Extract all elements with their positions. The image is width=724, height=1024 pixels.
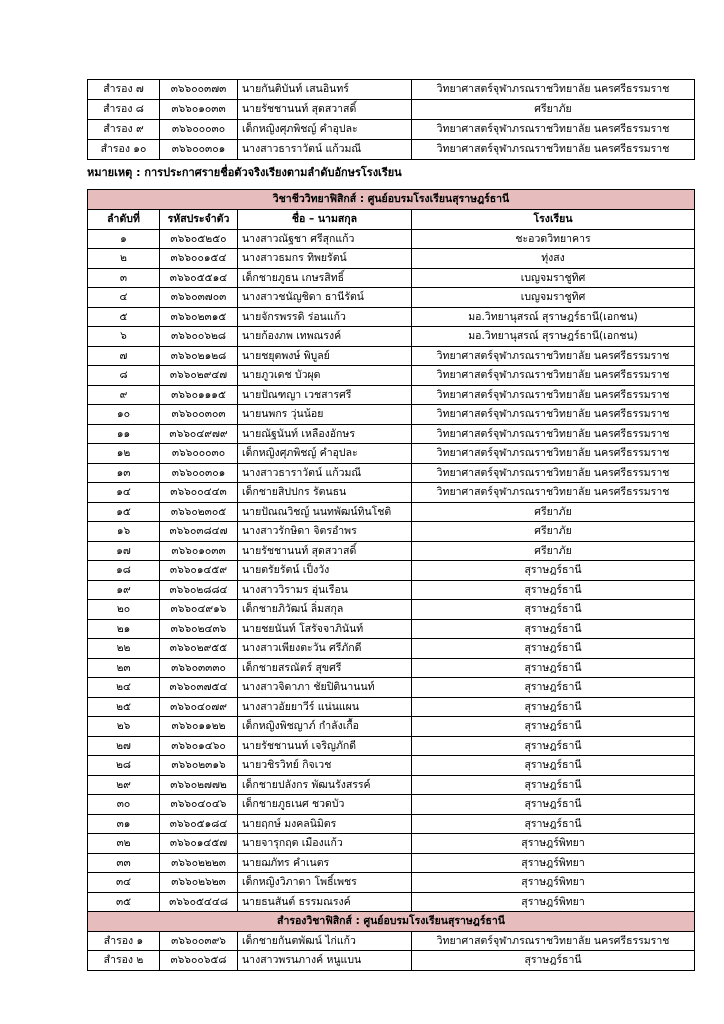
cell-school: สุราษฎร์ธานี (412, 736, 695, 756)
table-row (88, 834, 695, 854)
physics-results-table (87, 189, 695, 971)
cell-name: เด็กชายสิปปกร รัตนธน (238, 483, 412, 503)
cell-no: ๙ (88, 385, 160, 405)
cell-code: ๓๖๖๐๔๙๑๖ (160, 600, 238, 620)
cell-no: ๒๒ (88, 639, 160, 659)
cell-name: เด็กชายปลังกร พัฒนรังสรรค์ (238, 775, 412, 795)
cell-code: ๓๖๖๐๒๖๒๓ (160, 873, 238, 893)
table-row (88, 853, 695, 873)
reserve-title-row (88, 912, 695, 932)
table-row (88, 385, 695, 405)
cell-name: นายณัฐนันท์ เหลืองอักษร (238, 424, 412, 444)
cell-name: นางสาวณัฐชา ศรีสุกแก้ว (238, 229, 412, 249)
table-row (88, 140, 695, 160)
table-row (88, 600, 695, 620)
cell-no: ๑ (88, 229, 160, 249)
table-row (88, 814, 695, 834)
cell-code: ๓๖๖๐๔๐๗๙ (160, 697, 238, 717)
cell-no: สำรอง ๗ (88, 80, 160, 100)
cell-code: ๓๖๖๐๒๒๒๓ (160, 853, 238, 873)
header-school: โรงเรียน (412, 209, 695, 229)
cell-name: นายวชิรวิทย์ กิจเวช (238, 756, 412, 776)
header-row (88, 209, 695, 229)
note-text: หมายเหตุ : การประกาศรายชื่อตัวจริงเรียงตามลำดับอักษรโรงเรียน (87, 166, 402, 179)
cell-no: ๑๘ (88, 561, 160, 581)
cell-no: ๓๒ (88, 834, 160, 854)
cell-school: วิทยาศาสตร์จุฬาภรณราชวิทยาลัย นครศรีธรรมราช (412, 931, 695, 951)
cell-no: ๗ (88, 346, 160, 366)
cell-name: นางสาวธาราวัตน์ แก้วมณี (238, 140, 412, 160)
cell-no: ๑๑ (88, 424, 160, 444)
cell-school: วิทยาศาสตร์จุฬาภรณราชวิทยาลัย นครศรีธรรมราช (412, 140, 695, 160)
table-row (88, 775, 695, 795)
cell-school: สุราษฎร์ธานี (412, 795, 695, 815)
cell-school: วิทยาศาสตร์จุฬาภรณราชวิทยาลัย นครศรีธรรมราช (412, 463, 695, 483)
cell-name: เด็กหญิงศุภพิชญ์ คำอุปละ (238, 444, 412, 464)
top-reserve-body (88, 80, 695, 160)
table-row (88, 229, 695, 249)
cell-school: สุราษฎร์ธานี (412, 697, 695, 717)
table-row (88, 366, 695, 386)
cell-name: นายนพกร วุ่นน้อย (238, 405, 412, 425)
table-row (88, 522, 695, 542)
cell-no: ๒๕ (88, 697, 160, 717)
table-row (88, 736, 695, 756)
cell-code: ๓๖๖๐๒๓๑๖ (160, 756, 238, 776)
cell-no: ๒๖ (88, 717, 160, 737)
table-row (88, 541, 695, 561)
table-row (88, 795, 695, 815)
cell-code: ๓๖๖๐๐๓๗๓ (160, 80, 238, 100)
cell-code: ๓๖๖๐๒๙๕๕ (160, 639, 238, 659)
cell-name: นางสาวพรนภางค์ หนูแบน (238, 951, 412, 971)
cell-school: สุราษฎร์ธานี (412, 561, 695, 581)
cell-school: สุราษฎร์พิทยา (412, 853, 695, 873)
cell-school: สุราษฎร์ธานี (412, 580, 695, 600)
cell-no: ๑๙ (88, 580, 160, 600)
cell-no: สำรอง ๑๐ (88, 140, 160, 160)
header-no: ลำดับที่ (88, 209, 160, 229)
table-row (88, 483, 695, 503)
cell-no: ๓๐ (88, 795, 160, 815)
cell-school: ชะอวดวิทยาคาร (412, 229, 695, 249)
table-row (88, 424, 695, 444)
cell-school: วิทยาศาสตร์จุฬาภรณราชวิทยาลัย นครศรีธรรมราช (412, 346, 695, 366)
cell-code: ๓๖๖๐๑๑๑๕ (160, 385, 238, 405)
cell-name: เด็กหญิงพิชญาภ์ กำลังเกื้อ (238, 717, 412, 737)
table-row (88, 561, 695, 581)
cell-no: ๓๑ (88, 814, 160, 834)
table-row (88, 756, 695, 776)
results-body (88, 229, 695, 912)
table-row (88, 951, 695, 971)
cell-code: ๓๖๖๐๐๓๐๓ (160, 405, 238, 425)
cell-code: ๓๖๖๐๕๑๘๔ (160, 814, 238, 834)
header-name: ชื่อ – นามสกุล (238, 209, 412, 229)
table-row (88, 619, 695, 639)
cell-name: นางสาวรักษิดา จิตรอำพร (238, 522, 412, 542)
cell-no: ๑๓ (88, 463, 160, 483)
cell-school: สุราษฎร์พิทยา (412, 873, 695, 893)
cell-name: นางสาวอัยยาวีร์ แน่นแผน (238, 697, 412, 717)
cell-name: เด็กหญิงศุภพิชญ์ คำอุปละ (238, 120, 412, 140)
cell-school: สุราษฎร์ธานี (412, 775, 695, 795)
table-row (88, 873, 695, 893)
table-row (88, 463, 695, 483)
cell-school: วิทยาศาสตร์จุฬาภรณราชวิทยาลัย นครศรีธรรมราช (412, 483, 695, 503)
cell-name: นางสาวชนัญชิดา ธานีรัตน์ (238, 288, 412, 308)
cell-code: ๓๖๖๐๐๖๒๘ (160, 327, 238, 347)
cell-school: สุราษฎร์ธานี (412, 619, 695, 639)
cell-school: เบญจมราชูทิศ (412, 288, 695, 308)
cell-no: ๔ (88, 288, 160, 308)
cell-name: นายธนสันต์ ธรรมณรงค์ (238, 892, 412, 912)
cell-code: ๓๖๖๐๒๓๑๕ (160, 307, 238, 327)
cell-school: ศรียาภัย (412, 541, 695, 561)
table-row (88, 717, 695, 737)
reserve-body (88, 931, 695, 970)
cell-school: เบญจมราชูทิศ (412, 268, 695, 288)
cell-code: ๓๖๖๐๕๒๕๐ (160, 229, 238, 249)
cell-school: สุราษฎร์ธานี (412, 951, 695, 971)
cell-code: ๓๖๖๐๑๔๕๗ (160, 834, 238, 854)
table-row (88, 100, 695, 120)
cell-code: ๓๖๖๐๒๙๔๗ (160, 366, 238, 386)
cell-school: วิทยาศาสตร์จุฬาภรณราชวิทยาลัย นครศรีธรรมราช (412, 366, 695, 386)
cell-no: ๒๔ (88, 678, 160, 698)
table-row (88, 405, 695, 425)
cell-school: สุราษฎร์พิทยา (412, 834, 695, 854)
cell-name: เด็กชายสรณัตร์ สุขศรี (238, 658, 412, 678)
cell-no: ๒๙ (88, 775, 160, 795)
cell-school: วิทยาศาสตร์จุฬาภรณราชวิทยาลัย นครศรีธรรมราช (412, 120, 695, 140)
cell-code: ๓๖๖๐๓๓๓๐ (160, 658, 238, 678)
cell-school: วิทยาศาสตร์จุฬาภรณราชวิทยาลัย นครศรีธรรมราช (412, 80, 695, 100)
table-row (88, 658, 695, 678)
cell-no: ๒๐ (88, 600, 160, 620)
cell-code: ๓๖๖๐๔๐๔๖ (160, 795, 238, 815)
cell-code: ๓๖๖๐๓๗๐๓ (160, 288, 238, 308)
cell-school: สุราษฎร์พิทยา (412, 892, 695, 912)
cell-name: นายกันติบันท์ เสนอินทร์ (238, 80, 412, 100)
cell-school: สุราษฎร์ธานี (412, 717, 695, 737)
cell-no: ๑๗ (88, 541, 160, 561)
cell-no: ๒๑ (88, 619, 160, 639)
cell-name: เด็กชายภูธเนศ ชวดบัว (238, 795, 412, 815)
cell-name: นายฤกษ์ มงคลนิมิตร (238, 814, 412, 834)
cell-code: ๓๖๖๐๑๐๓๓ (160, 541, 238, 561)
table-row (88, 444, 695, 464)
cell-name: นายชยุตพงษ์ พิบูลย์ (238, 346, 412, 366)
table-row (88, 120, 695, 140)
section-title-row (88, 190, 695, 210)
cell-no: ๒๗ (88, 736, 160, 756)
cell-no: ๒๓ (88, 658, 160, 678)
reserve-section-title: สำรองวิชาฟิสิกส์ : ศูนย์อบรมโรงเรียนสุราษฎร์ธานี (88, 912, 695, 932)
cell-code: ๓๖๖๐๓๗๕๔ (160, 678, 238, 698)
cell-name: นายปัณณวิชญ์ นนทพัฒน์ทินโชติ (238, 502, 412, 522)
table-row (88, 268, 695, 288)
cell-code: ๓๖๖๐๐๓๐๑ (160, 463, 238, 483)
cell-name: นายชยนันท์ โสรัจจาภินันท์ (238, 619, 412, 639)
table-row (88, 502, 695, 522)
cell-school: สุราษฎร์ธานี (412, 658, 695, 678)
cell-code: ๓๖๖๐๐๐๓๐ (160, 444, 238, 464)
cell-school: สุราษฎร์ธานี (412, 678, 695, 698)
cell-no: ๓๕ (88, 892, 160, 912)
table-row (88, 678, 695, 698)
table-row (88, 307, 695, 327)
cell-name: นายก้องภพ เทพณรงค์ (238, 327, 412, 347)
cell-no: สำรอง ๒ (88, 951, 160, 971)
table-row (88, 327, 695, 347)
cell-school: ศรียาภัย (412, 502, 695, 522)
cell-name: นางสาวธมกร ทิพยรัตน์ (238, 249, 412, 269)
cell-school: สุราษฎร์ธานี (412, 756, 695, 776)
cell-code: ๓๖๖๐๑๔๖๐ (160, 736, 238, 756)
table-row (88, 80, 695, 100)
cell-no: ๕ (88, 307, 160, 327)
table-row (88, 697, 695, 717)
cell-code: ๓๖๖๐๐๖๕๘ (160, 951, 238, 971)
cell-code: ๓๖๖๐๔๙๗๙ (160, 424, 238, 444)
cell-code: ๓๖๖๐๒๓๐๕ (160, 502, 238, 522)
cell-school: วิทยาศาสตร์จุฬาภรณราชวิทยาลัย นครศรีธรรมราช (412, 444, 695, 464)
cell-code: ๓๖๖๐๐๓๐๑ (160, 140, 238, 160)
cell-school: วิทยาศาสตร์จุฬาภรณราชวิทยาลัย นครศรีธรรมราช (412, 405, 695, 425)
cell-school: วิทยาศาสตร์จุฬาภรณราชวิทยาลัย นครศรีธรรมราช (412, 424, 695, 444)
top-reserve-table (87, 79, 695, 160)
cell-no: สำรอง ๘ (88, 100, 160, 120)
cell-code: ๓๖๖๐๐๐๓๐ (160, 120, 238, 140)
cell-no: ๓ (88, 268, 160, 288)
cell-name: นายรัชชานนท์ สุดสวาสดิ์ (238, 541, 412, 561)
cell-code: ๓๖๖๐๒๗๗๒ (160, 775, 238, 795)
cell-name: เด็กหญิงวิภาดา โพธิ์เพชร (238, 873, 412, 893)
cell-no: ๖ (88, 327, 160, 347)
cell-no: ๑๕ (88, 502, 160, 522)
cell-code: ๓๖๖๐๒๑๒๘ (160, 346, 238, 366)
table-row (88, 639, 695, 659)
table-row (88, 288, 695, 308)
cell-school: ศรียาภัย (412, 522, 695, 542)
cell-code: ๓๖๖๐๑๔๕๙ (160, 561, 238, 581)
cell-no: ๓๓ (88, 853, 160, 873)
cell-code: ๓๖๖๐๕๕๑๔ (160, 268, 238, 288)
cell-school: มอ.วิทยานุสรณ์ สุราษฎร์ธานี(เอกชน) (412, 327, 695, 347)
cell-name: นางสาวจิดาภา ชัยปิตินานนท์ (238, 678, 412, 698)
cell-school: มอ.วิทยานุสรณ์ สุราษฎร์ธานี(เอกชน) (412, 307, 695, 327)
section-title: วิชาชีววิทยาฟิสิกส์ : ศูนย์อบรมโรงเรียนสุราษฎร์ธานี (88, 190, 695, 210)
cell-name: นายจารุกฤต เมืองแก้ว (238, 834, 412, 854)
table-row (88, 580, 695, 600)
cell-school: วิทยาศาสตร์จุฬาภรณราชวิทยาลัย นครศรีธรรมราช (412, 385, 695, 405)
cell-name: นายจักรพรรดิ ร่อนแก้ว (238, 307, 412, 327)
cell-school: สุราษฎร์ธานี (412, 600, 695, 620)
cell-no: ๑๒ (88, 444, 160, 464)
cell-no: สำรอง ๙ (88, 120, 160, 140)
cell-no: ๑๖ (88, 522, 160, 542)
cell-name: นางสาววิรามร อุ่นเรือน (238, 580, 412, 600)
table-row (88, 249, 695, 269)
cell-name: นางสาวเพียงตะวัน ศรีภักดี (238, 639, 412, 659)
cell-code: ๓๖๖๐๐๑๕๔ (160, 249, 238, 269)
cell-name: เด็กชายกันตพัฒน์ ไก่แก้ว (238, 931, 412, 951)
cell-code: ๓๖๖๐๐๓๙๖ (160, 931, 238, 951)
cell-name: นางสาวธาราวัตน์ แก้วมณี (238, 463, 412, 483)
cell-code: ๓๖๖๐๕๔๔๘ (160, 892, 238, 912)
cell-no: ๘ (88, 366, 160, 386)
cell-no: ๒ (88, 249, 160, 269)
cell-name: นายรัชชานนท์ เจริญภักดี (238, 736, 412, 756)
cell-code: ๓๖๖๐๑๐๓๓ (160, 100, 238, 120)
cell-school: ศรียาภัย (412, 100, 695, 120)
table-row (88, 346, 695, 366)
cell-no: ๑๐ (88, 405, 160, 425)
cell-name: นายฌภัทร คำเนตร (238, 853, 412, 873)
cell-no: ๓๔ (88, 873, 160, 893)
cell-no: สำรอง ๑ (88, 931, 160, 951)
cell-name: นายรัชชานนท์ สุดสวาสดิ์ (238, 100, 412, 120)
cell-code: ๓๖๖๐๓๘๔๗ (160, 522, 238, 542)
cell-school: สุราษฎร์ธานี (412, 639, 695, 659)
cell-code: ๓๖๖๐๑๑๒๒ (160, 717, 238, 737)
cell-name: นายภูวเดช บัวผุด (238, 366, 412, 386)
cell-name: เด็กชายภูธน เกษรสิทธิ์ (238, 268, 412, 288)
header-code: รหัสประจำตัว (160, 209, 238, 229)
table-row (88, 931, 695, 951)
table-row (88, 892, 695, 912)
cell-code: ๓๖๖๐๒๔๓๖ (160, 619, 238, 639)
cell-name: นายตรัยรัตน์ เป็งวัง (238, 561, 412, 581)
cell-code: ๓๖๖๐๒๘๘๔ (160, 580, 238, 600)
cell-code: ๓๖๖๐๐๔๔๓ (160, 483, 238, 503)
cell-no: ๑๔ (88, 483, 160, 503)
cell-name: นายปัณฑญา เวชสารศรี (238, 385, 412, 405)
cell-school: สุราษฎร์ธานี (412, 814, 695, 834)
cell-name: เด็กชายภิวัฒน์ ลิ่มสกุล (238, 600, 412, 620)
cell-school: ทุ่งสง (412, 249, 695, 269)
cell-no: ๒๘ (88, 756, 160, 776)
